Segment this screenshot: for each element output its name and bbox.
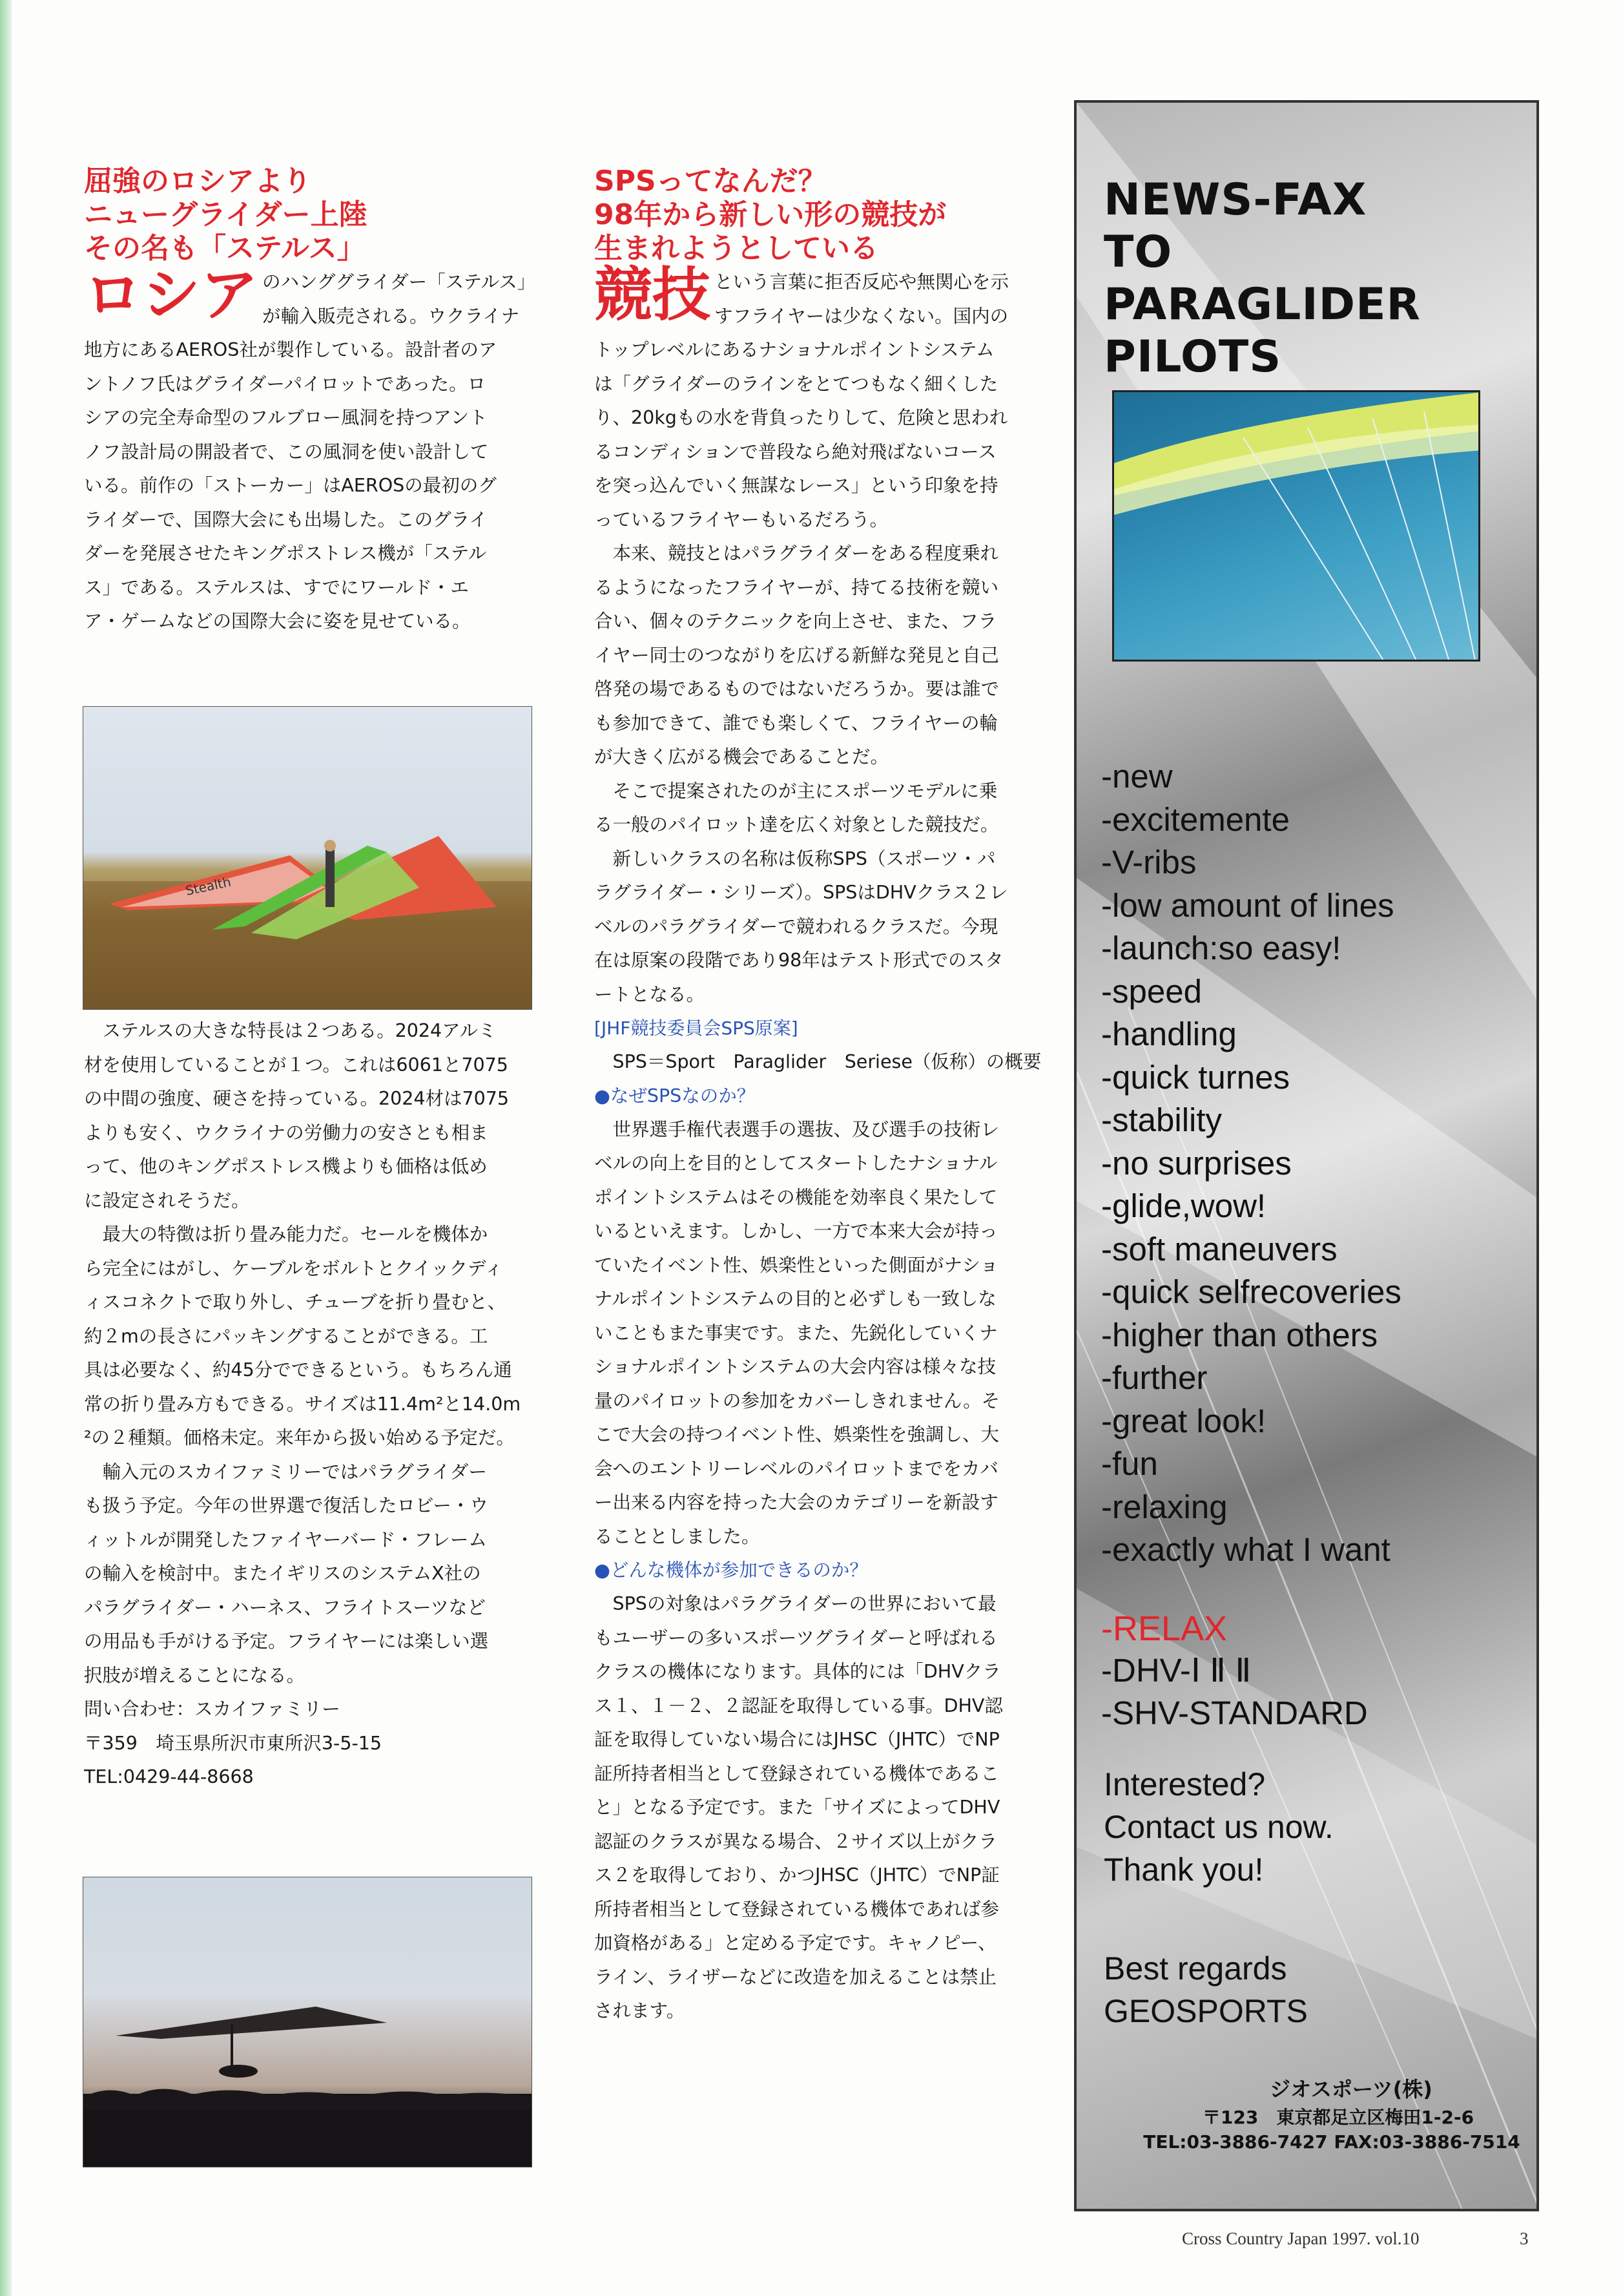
contact-message bbox=[1104, 1763, 1334, 1891]
text-line: 輸入元のスカイファミリーではパラグライダー bbox=[84, 1461, 487, 1483]
text-line: こで大会の持つイベント性、娯楽性を強調し、大 bbox=[594, 1424, 1000, 1445]
text-line: ラグライダー・シリーズ）。SPSはDHVクラス２レ bbox=[594, 882, 1008, 903]
text-line: ィスコネクトで取り外し、チューブを折り畳むと、 bbox=[84, 1291, 506, 1313]
glider-logo-text: Stealth bbox=[184, 873, 233, 899]
text-line: 材を使用していることが１つ。これは6061と7075 bbox=[84, 1054, 508, 1076]
text-line: そこで提案されたのが主にスポーツモデルに乗 bbox=[594, 780, 998, 802]
certification-list bbox=[1101, 1649, 1368, 1735]
text-line: シアの完全寿命型のフルブロー風洞を持つアント bbox=[84, 407, 488, 428]
contact-line: Interested? bbox=[1104, 1766, 1266, 1802]
text-line: クラスの機体になります。具体的には「DHVクラ bbox=[594, 1661, 1001, 1682]
text-line: ア・ゲームなどの国際大会に姿を見せている。 bbox=[84, 611, 471, 632]
text-line: イヤー同士のつながりを広げる新鮮な発見と自己 bbox=[594, 644, 1000, 666]
feature-item: -exactly what I want bbox=[1101, 1531, 1390, 1568]
text-line: すフライヤーは少なくない。国内の bbox=[714, 305, 1009, 327]
canopy-illustration bbox=[1114, 392, 1480, 662]
text-line: 具は必要なく、約45分でできるという。もちろん通 bbox=[84, 1359, 512, 1381]
headline-line: 98年から新しい形の競技が bbox=[594, 198, 947, 231]
feature-item: -higher than others bbox=[1101, 1316, 1378, 1353]
text-line: ートとなる。 bbox=[594, 983, 705, 1005]
text-line: ス」である。ステルスは、すでにワールド・エ bbox=[84, 576, 469, 598]
text-line: されます。 bbox=[594, 2000, 685, 2021]
text-line: ライン、ライザーなどに改造を加えることは禁止 bbox=[594, 1966, 997, 1988]
title-line: TO bbox=[1104, 227, 1173, 278]
news-fax-panel bbox=[1074, 100, 1539, 2211]
text-line: ベルのパラグライダーで競われるクラスだ。今現 bbox=[594, 915, 998, 937]
sunset-glider-photo bbox=[83, 1877, 532, 2167]
headline-line: 屈強のロシアより bbox=[84, 165, 311, 198]
text-line: に設定されそうだ。 bbox=[84, 1189, 250, 1211]
title-line: PILOTS bbox=[1104, 331, 1282, 382]
text-line: 認証のクラスが異なる場合、２サイズ以上がクラ bbox=[594, 1830, 997, 1852]
stealth-glider-photo bbox=[83, 706, 532, 1010]
text-line: と」となる予定です。また「サイズによってDHV bbox=[594, 1797, 1000, 1818]
text-line: ントノフ氏はグライダーパイロットであった。ロ bbox=[84, 373, 486, 395]
text-line: SPSの対象はパラグライダーの世界において最 bbox=[594, 1593, 997, 1614]
text-line: ベルの向上を目的としてスタートしたナショナル bbox=[594, 1153, 998, 1174]
text-line: 所持者相当として登録されている機体であれば参 bbox=[594, 1898, 1000, 1920]
text-line: トップレベルにあるナショナルポイントシステム bbox=[594, 339, 995, 360]
feature-item: -soft maneuvers bbox=[1101, 1230, 1338, 1268]
article-sps bbox=[594, 165, 1046, 2029]
certification-item: -SHV-STANDARD bbox=[1101, 1695, 1368, 1731]
page-edge bbox=[0, 0, 12, 2296]
title-line: NEWS-FAX bbox=[1104, 174, 1367, 225]
text-line: も扱う予定。今年の世界選で復活したロビー・ウ bbox=[84, 1495, 488, 1516]
page-number: 3 bbox=[1520, 2229, 1529, 2248]
company-address: 〒123 東京都足立区梅田1-2-6 bbox=[1202, 2107, 1474, 2128]
title-line: PARAGLIDER bbox=[1104, 279, 1421, 330]
text-line: ー出来る内容を持った大会のカテゴリーを新設す bbox=[594, 1492, 998, 1513]
text-line: 地方にあるAEROS社が製作している。設計者のア bbox=[84, 339, 497, 360]
contact-line: 問い合わせ：スカイファミリー bbox=[84, 1698, 340, 1720]
feature-item: -stability bbox=[1101, 1101, 1223, 1138]
feature-item: -no surprises bbox=[1101, 1144, 1292, 1182]
feature-item: -low amount of lines bbox=[1101, 886, 1394, 924]
text-line: は「グライダーのラインをとてつもなく細くした bbox=[594, 373, 998, 395]
text-line: る一般のパイロット達を広く対象とした競技だ。 bbox=[594, 814, 999, 835]
text-line: ステルスの大きな特長は２つある。2024アルミ bbox=[84, 1020, 497, 1041]
feature-item: -fun bbox=[1101, 1445, 1158, 1482]
text-line: もユーザーの多いスポーツグライダーと呼ばれる bbox=[594, 1627, 998, 1649]
feature-item: -speed bbox=[1101, 972, 1202, 1010]
text-line: 択肢が増えることになる。 bbox=[84, 1664, 305, 1686]
text-line: いる。前作の「ストーカー」はAEROSの最初のグ bbox=[84, 475, 497, 496]
article-stealth bbox=[84, 165, 536, 639]
stealth-body bbox=[84, 1014, 536, 1795]
headline-line: SPSってなんだ？ bbox=[594, 165, 827, 198]
text-line: も参加できて、誰でも楽しくて、フライヤーの輪 bbox=[594, 712, 998, 734]
feature-list bbox=[1101, 755, 1401, 1572]
feature-item: -quick selfrecoveries bbox=[1101, 1273, 1401, 1310]
text-line: 世界選手権代表選手の選抜、及び選手の技術レ bbox=[594, 1118, 1000, 1140]
feature-item: -handling bbox=[1101, 1016, 1237, 1052]
text-line: の用品も手がける予定。フライヤーには楽しい選 bbox=[84, 1631, 489, 1652]
stealth-headline bbox=[84, 165, 536, 266]
text-line: ²の２種類。価格未定。来年から扱い始める予定だ。 bbox=[84, 1427, 515, 1448]
feature-item: -launch:so easy! bbox=[1101, 930, 1341, 966]
feature-item: -glide,wow! bbox=[1101, 1187, 1266, 1224]
question-heading: ●なぜSPSなのか？ bbox=[594, 1085, 756, 1107]
text-line: という言葉に拒否反応や無関心を示 bbox=[714, 271, 1009, 293]
text-line: 本来、競技とはパラグライダーをある程度乗れ bbox=[594, 543, 999, 564]
text-line: ライダーで、国際大会にも出場した。このグライ bbox=[84, 508, 488, 530]
sps-headline bbox=[594, 165, 1046, 266]
feature-item: -excitemente bbox=[1101, 800, 1290, 838]
text-line: 証を取得していない場合にはJHSC（JHTC）でNP bbox=[594, 1729, 1000, 1750]
overview-line: SPS＝Sport Paraglider Seriese（仮称）の概要 bbox=[594, 1051, 1042, 1072]
text-line: ポイントシステムはその機能を効率良く果たして bbox=[594, 1186, 998, 1208]
photo-illustration bbox=[83, 707, 532, 1010]
text-line: ショナルポイントシステムの大会内容は様々な技 bbox=[594, 1356, 997, 1377]
contact-line: 〒359 埼玉県所沢市東所沢3-5-15 bbox=[84, 1732, 382, 1754]
regards-line: Best regards bbox=[1104, 1950, 1287, 1987]
text-line: が大きく広がる機会であることだ。 bbox=[594, 746, 889, 767]
text-line: 加資格がある」と定める予定です。キャノピー、 bbox=[594, 1932, 997, 1954]
text-line: っているフライヤーもいるだろう。 bbox=[594, 508, 889, 530]
contact-line: Contact us now. bbox=[1104, 1809, 1334, 1845]
stealth-lead bbox=[84, 261, 536, 639]
headline-line: ニューグライダー上陸 bbox=[84, 198, 367, 231]
text-line: るコンディションで普段なら絶対飛ばないコース bbox=[594, 441, 997, 463]
contact-line: Thank you! bbox=[1104, 1852, 1264, 1888]
text-line: の中間の強度、硬さを持っている。2024材は7075 bbox=[84, 1088, 510, 1109]
text-line: 新しいクラスの名称は仮称SPS（スポーツ・パ bbox=[594, 848, 996, 870]
contact-line: TEL:0429-44-8668 bbox=[84, 1766, 254, 1788]
headline-line: その名も「ステルス」 bbox=[84, 232, 366, 265]
paraglider-canopy-photo bbox=[1112, 390, 1480, 662]
section-bracket: [JHF競技委員会SPS原案] bbox=[594, 1018, 798, 1039]
text-line: ることとしました。 bbox=[594, 1525, 760, 1547]
text-line: 最大の特徴は折り畳み能力だ。セールを機体か bbox=[84, 1224, 488, 1245]
feature-item: -V-ribs bbox=[1101, 844, 1197, 881]
regards-line: GEOSPORTS bbox=[1104, 1993, 1308, 2029]
regards-message bbox=[1104, 1947, 1308, 2032]
text-line: ナルポイントシステムの目的と必ずしも一致しな bbox=[594, 1288, 997, 1310]
text-line: 常の折り畳み方もできる。サイズは11.4m²と14.0m bbox=[84, 1393, 521, 1415]
text-line: いこともまた事実です。また、先鋭化していくナ bbox=[594, 1322, 998, 1344]
company-phone: TEL:03-3886-7427 FAX:03-3886-7514 bbox=[1143, 2131, 1520, 2153]
text-line: ィットルが開発したファイヤーバード・フレーム bbox=[84, 1529, 487, 1550]
text-line: 証所持者相当として登録されている機体であるこ bbox=[594, 1762, 1000, 1784]
text-line: 合い、個々のテクニックを向上させ、また、フラ bbox=[594, 611, 997, 632]
text-line: って、他のキングポストレス機よりも価格は低め bbox=[84, 1156, 488, 1177]
text-line: のハンググライダー「ステルス」 bbox=[262, 271, 536, 293]
text-line: いるといえます。しかし、一方で本来大会が持っ bbox=[594, 1220, 998, 1242]
dropcap: 競技 bbox=[594, 261, 710, 329]
text-line: ス１、１－２、２認証を取得している事。DHV認 bbox=[594, 1695, 1003, 1717]
feature-item: -new bbox=[1101, 758, 1173, 795]
text-line: ノフ設計局の開設者で、この風洞を使い設計して bbox=[84, 441, 489, 463]
text-line: ら完全にはがし、ケーブルをボルトとクイックディ bbox=[84, 1257, 503, 1279]
feature-item: -quick turnes bbox=[1101, 1058, 1290, 1096]
text-line: 会へのエントリーレベルのパイロットまでをカバ bbox=[594, 1457, 998, 1479]
feature-item: -relaxing bbox=[1101, 1488, 1228, 1525]
text-line: を突っ込んでいく無謀なレース」という印象を持 bbox=[594, 475, 998, 496]
company-name: ジオスポーツ(株) bbox=[1270, 2077, 1432, 2102]
text-line: 量のパイロットの参加をカバーしきれません。そ bbox=[594, 1390, 1000, 1412]
news-fax-title bbox=[1104, 174, 1421, 383]
text-line: パラグライダー・ハーネス、フライトスーツなど bbox=[84, 1596, 486, 1618]
text-line: が輸入販売される。ウクライナ bbox=[262, 305, 520, 327]
text-line: の輸入を検討中。またイギリスのシステムX社の bbox=[84, 1563, 481, 1584]
feature-item: -further bbox=[1101, 1359, 1208, 1396]
text-line: ていたイベント性、娯楽性といった側面がナショ bbox=[594, 1254, 998, 1276]
text-line: ダーを発展させたキングポストレス機が「ステル bbox=[84, 543, 487, 564]
text-line: り、20kgもの水を背負ったりして、危険と思われ bbox=[594, 407, 1008, 428]
photo-illustration bbox=[83, 1877, 532, 2167]
magazine-footer: Cross Country Japan 1997. vol.10 bbox=[1182, 2229, 1420, 2248]
text-line: ス２を取得しており、かつJHSC（JHTC）でNP証 bbox=[594, 1864, 1000, 1886]
text-line: るようになったフライヤーが、持てる技術を競い bbox=[594, 576, 999, 598]
headline-line: 生まれようとしている bbox=[594, 232, 878, 265]
certification-item: -DHV-Ⅰ Ⅱ Ⅱ bbox=[1101, 1652, 1252, 1689]
text-line: 啓発の場であるものではないだろうか。要は誰で bbox=[594, 678, 1000, 700]
sps-lead bbox=[594, 261, 1046, 1012]
question-heading: ●どんな機体が参加できるのか？ bbox=[594, 1560, 868, 1581]
text-line: よりも安く、ウクライナの労働力の安さとも相ま bbox=[84, 1122, 488, 1143]
company-info bbox=[1077, 2073, 1539, 2155]
dropcap: ロシア bbox=[84, 261, 258, 329]
text-line: 在は原案の段階であり98年はテスト形式でのスタ bbox=[594, 950, 1004, 971]
feature-item: -great look! bbox=[1101, 1402, 1266, 1439]
relax-label: -RELAX bbox=[1101, 1609, 1228, 1648]
text-line: 約２mの長さにパッキングすることができる。工 bbox=[84, 1325, 488, 1347]
